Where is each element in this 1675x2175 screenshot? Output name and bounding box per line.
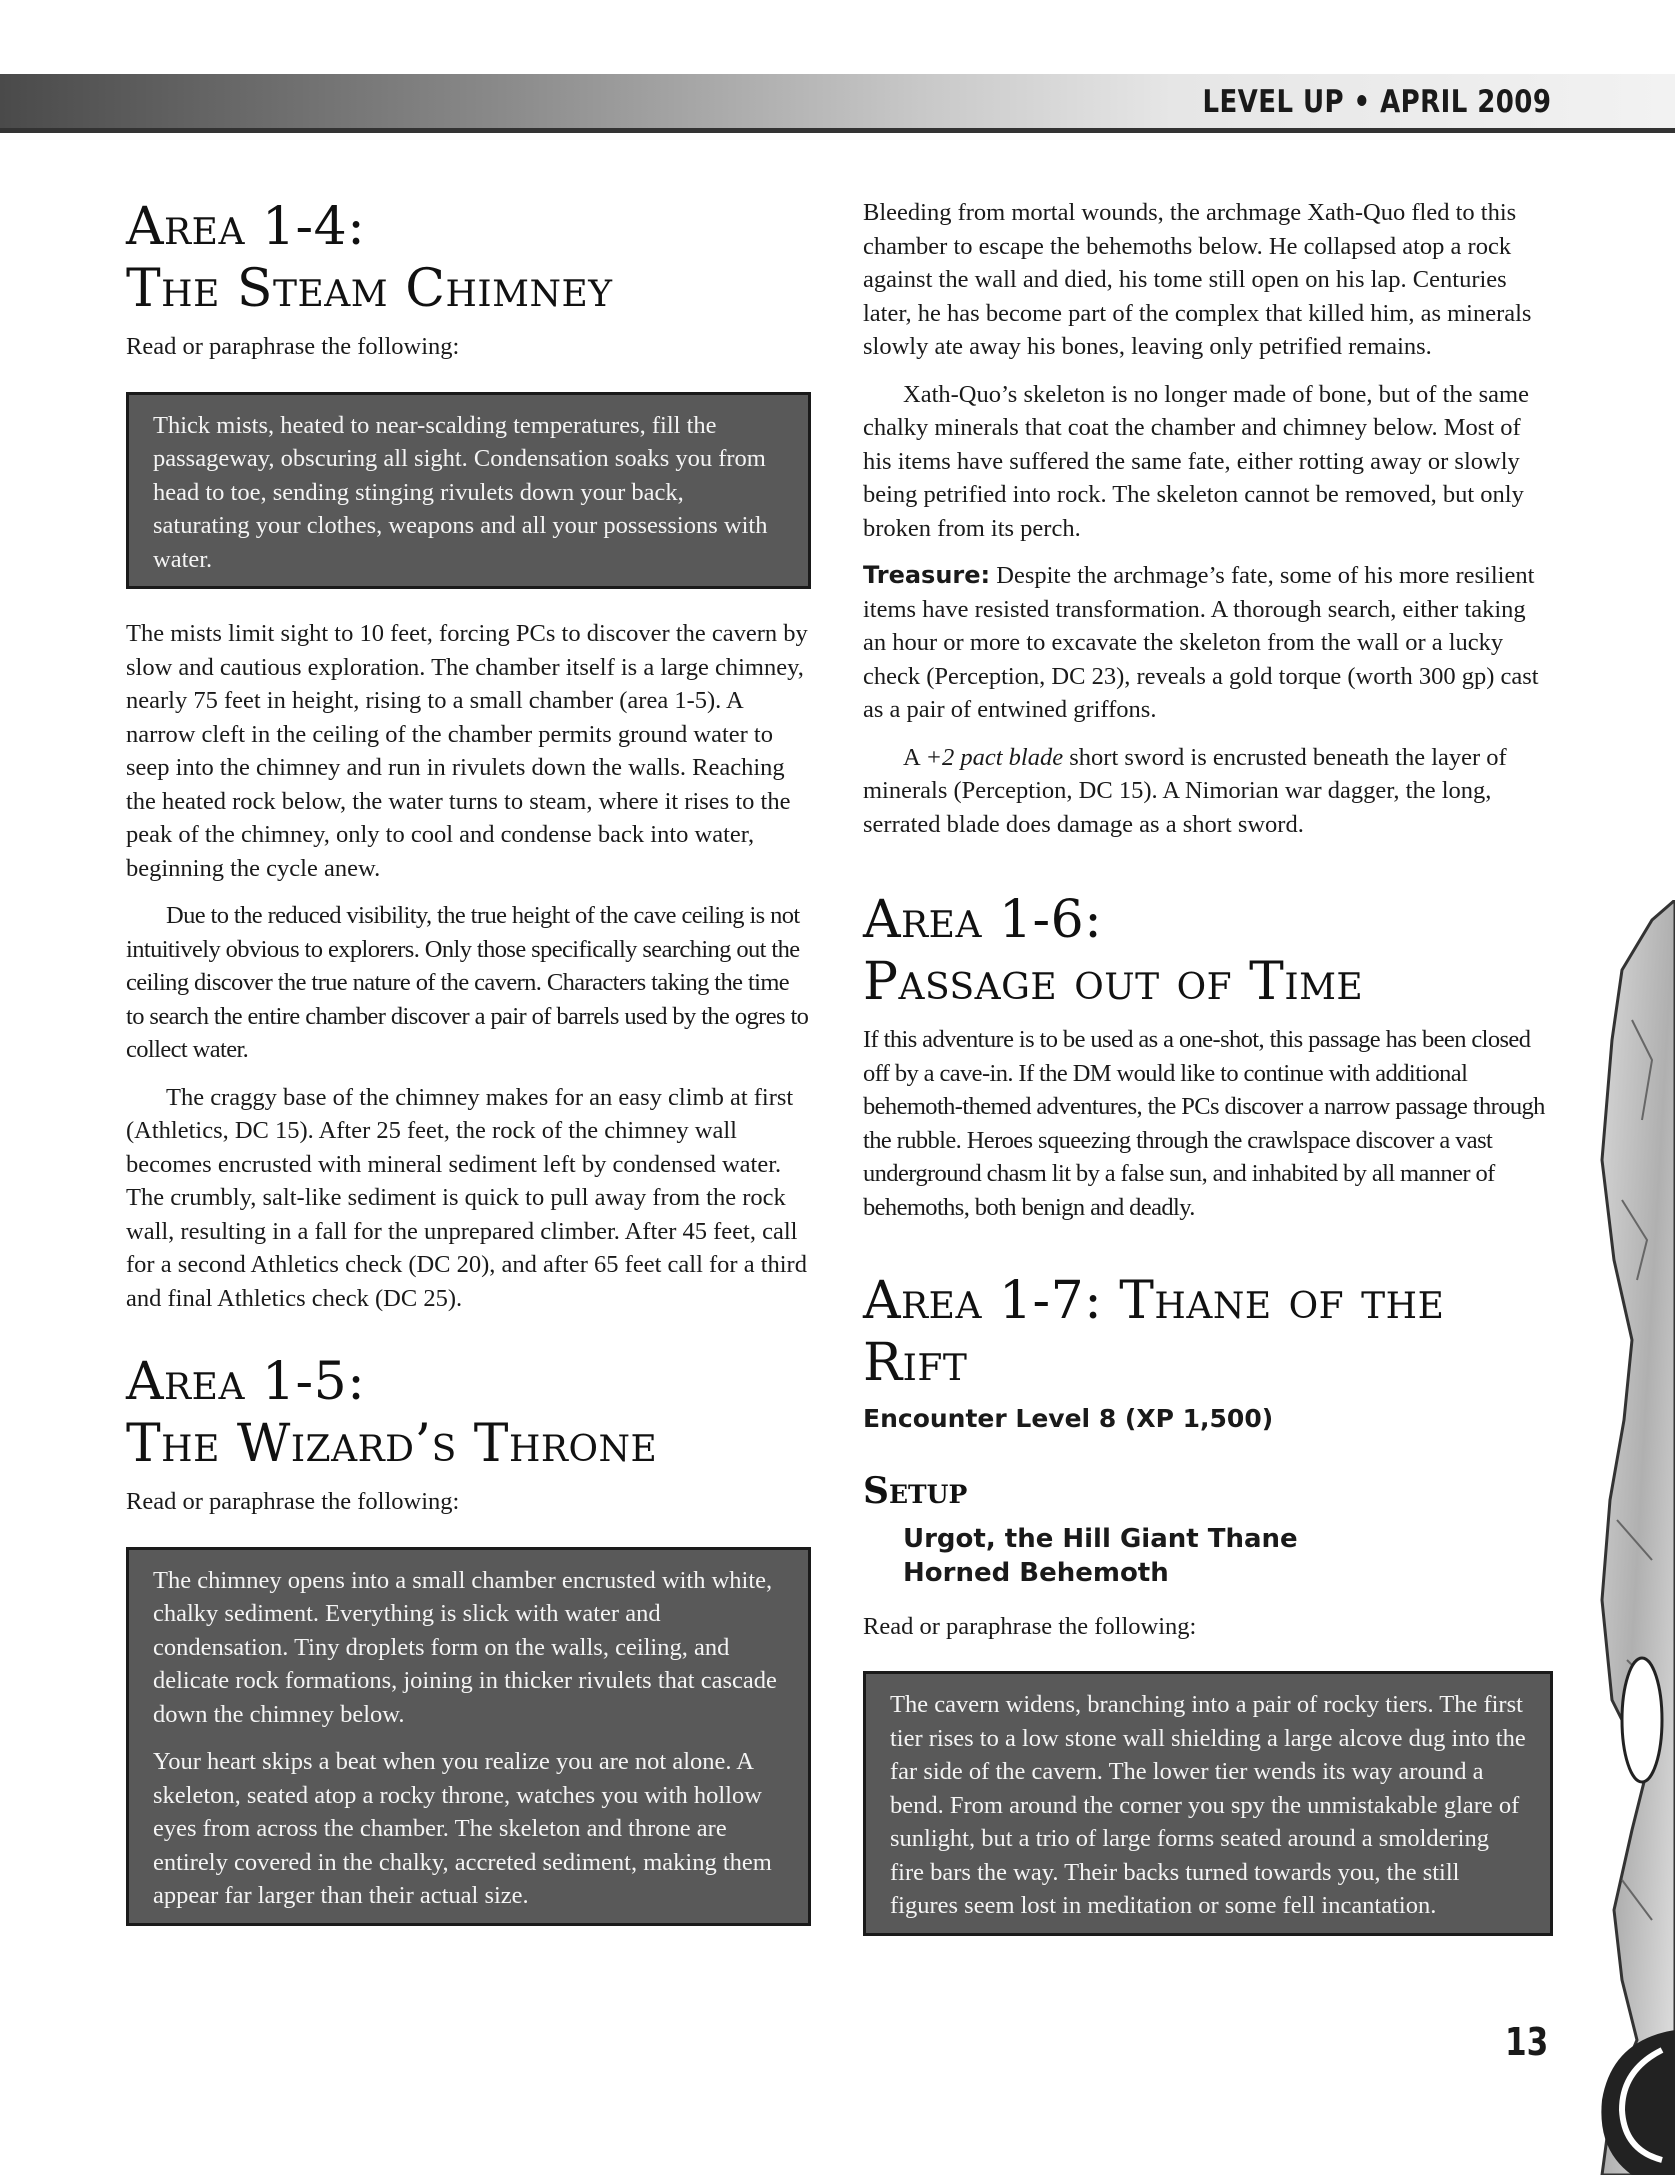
encounter-level: Encounter Level 8 (XP 1,500) <box>863 1404 1274 1433</box>
heading-area-1-5-line2: The Wizard’s Throne <box>126 1414 658 1474</box>
treasure-label: Treasure: <box>863 561 991 589</box>
area-1-5-readaloud-p1: The chimney opens into a small chamber encrusted with white, chalky sediment. Everything is slick with water and condensation. Tiny droplets form on the walls, ceiling, and delicate rock formations, joining in thicker rivulets that cascade down the chimney below. <box>153 1566 777 1728</box>
area-1-5-paragraph-2: Xath-Quo’s skeleton is no longer made of bone, but of the same chalky minerals that coat the chamber and chimney below. Most of his items have suffered the same fate, either rotting away or slowly being petrified into rock. The skeleton cannot be removed, but only broken from its perch. <box>863 380 1529 542</box>
area-1-4-paragraph-3: The craggy base of the chimney makes for an easy climb at first (Athletics, DC 15). After 25 feet, the rock of the chimney wall becomes encrusted with mineral sediment left by condensed water. The crumbly, salt-like sediment is quick to pull away from the rock wall, resulting in a fall for the unprepared climber. After 45 feet, call for a second Athletics check (DC 20), and after 65 feet call for a third and final Athletics check (DC 25). <box>126 1083 807 1312</box>
setup-heading: Setup <box>863 1469 968 1512</box>
area-1-4-readaloud-box <box>126 392 811 590</box>
heading-area-1-5-line1: Area 1-5: <box>126 1352 366 1412</box>
area-1-4-paragraph-2: Due to the reduced visibility, the true height of the cave ceiling is not intuitively obvious to explorers. Only those specifically searching out the ceiling discover the true nature of the cavern. Characters taking the time to search the entire chamber discover a pair of barrels used by the ogres to collect water. <box>126 902 809 1063</box>
setup-list <box>863 1522 1553 1590</box>
page-number: 13 <box>1505 2020 1549 2064</box>
area-1-7-intro: Read or paraphrase the following: <box>863 1612 1197 1640</box>
area-1-4-readaloud-text: Thick mists, heated to near-scalding temperatures, fill the passageway, obscuring all sight. Condensation soaks you from head to toe, sending stinging rivulets down your back, saturating your clothes, weapons and all your possessions with water. <box>153 411 768 573</box>
area-1-6-paragraph-1: If this adventure is to be used as a one-shot, this passage has been closed off by a cave-in. If the DM would like to continue with additional behemoth-themed adventures, the PCs discover a narrow passage through the rubble. Heroes squeezing through the crawlspace discover a vast underground chasm lit by a false sun, and inhabited by all manner of behemoths, both benign and deadly. <box>863 1026 1545 1221</box>
area-1-4-paragraph-1: The mists limit sight to 10 feet, forcing PCs to discover the cavern by slow and cautious exploration. The chamber itself is a large chimney, nearly 75 feet in height, rising to a small chamber (area 1-5). A narrow cleft in the ceiling of the chamber permits ground water to seep into the chimney and run in rivulets down the walls. Reaching the heated rock below, the water turns to steam, where it rises to the peak of the chimney, only to cool and condense back into water, beginning the cycle anew. <box>126 620 808 882</box>
area-1-5-treasure-paragraph <box>863 559 1553 727</box>
setup-item: Urgot, the Hill Giant Thane <box>903 1523 1298 1554</box>
area-1-5-readaloud-box <box>126 1547 811 1926</box>
area-1-7-readaloud-text: The cavern widens, branching into a pair of rocky tiers. The first tier rises to a low stone wall shielding a large alcove dug into the far side of the cavern. The lower tier wends its way around a bend. From around the corner you spy the unmistakable glare of sunlight, but a trio of large forms seated around a smoldering fire bars the way. Their backs turned towards you, the still figures seem lost in meditation or some fell incantation. <box>890 1691 1526 1919</box>
p4-pre: A <box>903 743 926 771</box>
area-1-4-intro: Read or paraphrase the following: <box>126 333 460 360</box>
heading-area-1-7: Area 1-7: Thane of the Rift <box>863 1271 1445 1393</box>
area-1-7-readaloud-box <box>863 1671 1553 1936</box>
area-1-5-paragraph-4 <box>863 741 1553 842</box>
area-1-5-paragraph-1: Bleeding from mortal wounds, the archmage Xath-Quo fled to this chamber to escape the behemoths below. He collapsed atop a rock against the wall and died, his tome still open on his lap. Centuries later, he has become part of the complex that killed him, as minerals slowly ate away his bones, leaving only petrified remains. <box>863 199 1532 360</box>
running-header: LEVEL UP • APRIL 2009 <box>1202 84 1551 120</box>
pact-blade-item: +2 pact blade <box>925 743 1064 771</box>
left-column <box>126 196 811 1926</box>
heading-area-1-4-line1: Area 1-4: <box>126 197 366 257</box>
heading-area-1-6-line2: Passage out of Time <box>863 952 1364 1012</box>
heading-area-1-4 <box>126 196 811 320</box>
p4-post: short sword is encrusted beneath the layer of minerals (Perception, DC 15). A Nimorian war dagger, the long, serrated blade does damage as a short sword. <box>863 743 1507 838</box>
treasure-text: Despite the archmage’s fate, some of his more resilient items have resisted transformation. A thorough search, either taking an hour or more to excavate the skeleton from the wall or a lucky check (Perception, DC 23), reveals a gold torque (worth 300 gp) cast as a pair of entwined griffons. <box>863 562 1539 723</box>
area-1-5-intro: Read or paraphrase the following: <box>126 1488 460 1515</box>
heading-area-1-6-line1: Area 1-6: <box>863 890 1103 950</box>
right-column <box>863 196 1553 1936</box>
blade-artwork <box>1592 900 1675 2175</box>
heading-area-1-5 <box>126 1351 811 1475</box>
heading-area-1-4-line2: The Steam Chimney <box>126 259 613 319</box>
setup-item: Horned Behemoth <box>903 1557 1169 1588</box>
header-rule <box>0 128 1675 133</box>
heading-area-1-6 <box>863 889 1553 1013</box>
area-1-5-readaloud-p2: Your heart skips a beat when you realize you are not alone. A skeleton, seated atop a rocky throne, watches you with hollow eyes from across the chamber. The skeleton and throne are entirely covered in the chalky, accreted sediment, making them appear far larger than their actual size. <box>153 1748 772 1909</box>
